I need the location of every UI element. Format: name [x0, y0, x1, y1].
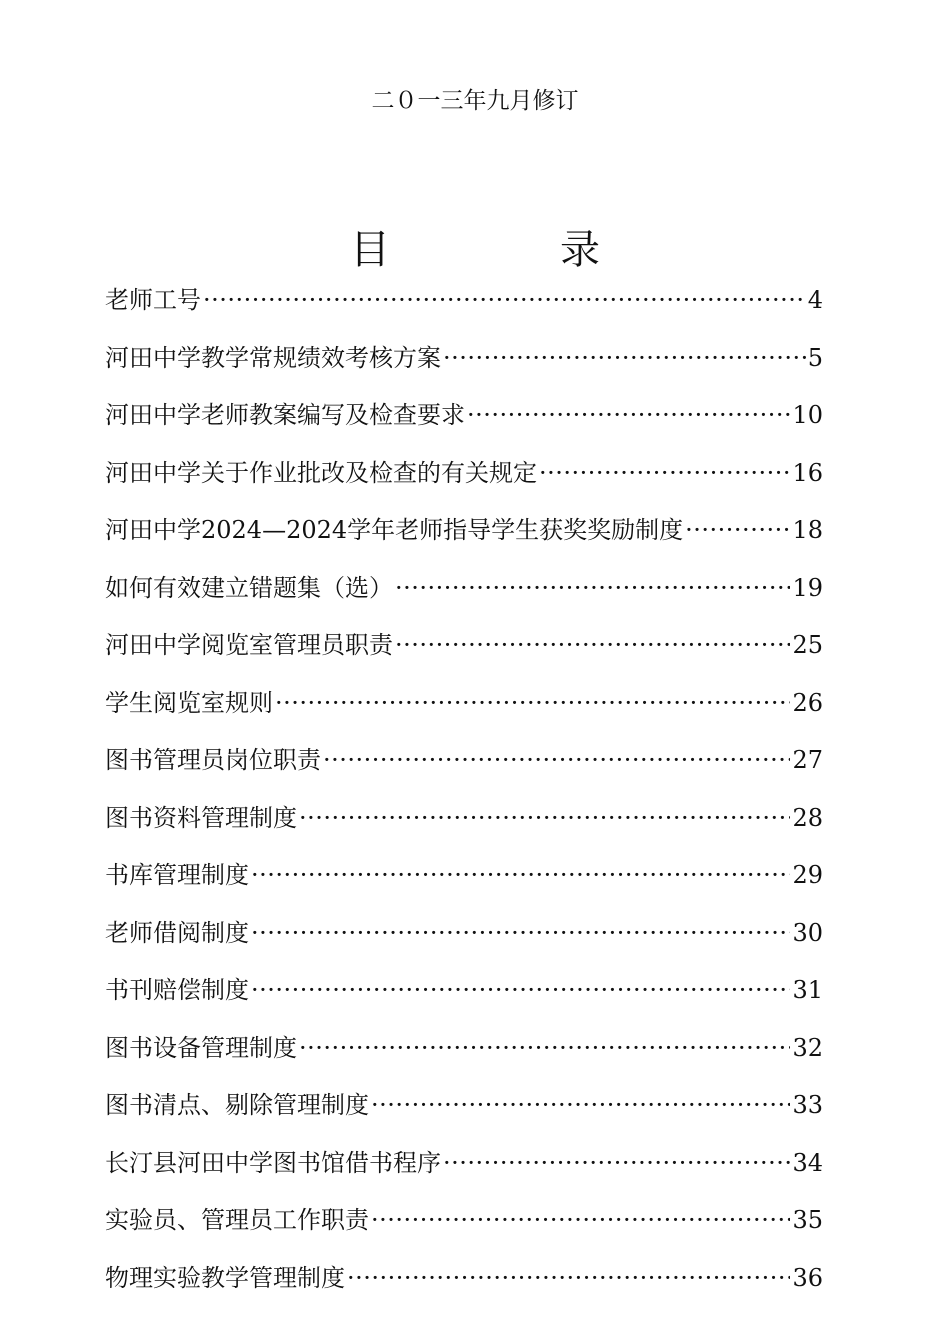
toc-entry[interactable] [105, 568, 823, 626]
toc-entry-page: 5 [807, 343, 823, 372]
toc-entry-label: 物理实验教学管理制度 [105, 1263, 345, 1292]
toc-entry-page: 33 [792, 1091, 823, 1119]
dot-leader [251, 970, 790, 1010]
dot-leader [323, 740, 790, 780]
toc-entry[interactable] [105, 280, 823, 338]
dot-leader [203, 280, 806, 320]
toc-entry[interactable] [105, 1143, 823, 1201]
toc-entry[interactable] [105, 1258, 823, 1316]
dot-leader [443, 1143, 790, 1183]
toc-entry-label: 河田中学老师教案编写及检查要求 [105, 401, 465, 429]
toc-entry-page: 32 [792, 1033, 823, 1062]
toc-entry-page: 30 [792, 918, 823, 947]
toc-entry-label: 老师工号 [105, 286, 201, 314]
toc-entry-label: 如何有效建立错题集（选） [105, 573, 393, 602]
toc-entry-page: 29 [792, 861, 823, 889]
dot-leader [251, 855, 790, 895]
dot-leader [443, 338, 806, 378]
dot-leader [299, 798, 790, 838]
toc-entry-label: 河田中学关于作业批改及检查的有关规定 [105, 458, 537, 487]
toc-entry-page: 19 [792, 573, 823, 602]
toc-entry[interactable] [105, 1085, 823, 1143]
toc-entry-page: 16 [792, 458, 823, 487]
toc-entry-label: 河田中学2024—2024学年老师指导学生获奖奖励制度 [105, 516, 684, 544]
toc-entry[interactable] [105, 1200, 823, 1258]
toc-entry-page: 27 [792, 746, 823, 774]
toc-entry-page: 31 [792, 976, 823, 1004]
toc-entry[interactable] [105, 338, 823, 396]
dot-leader [275, 683, 790, 723]
toc-entry-label: 图书管理员岗位职责 [105, 746, 321, 774]
toc-entry-page: 36 [792, 1263, 823, 1292]
revision-date: 二０一三年九月修订 [371, 88, 579, 114]
toc-entry-label: 老师借阅制度 [105, 918, 249, 947]
toc-entry-label: 长汀县河田中学图书馆借书程序 [105, 1148, 441, 1177]
toc-entry[interactable] [105, 798, 823, 856]
toc-entry[interactable] [105, 510, 823, 568]
dot-leader [539, 453, 790, 493]
toc-entry[interactable] [105, 913, 823, 971]
toc-entry-page: 4 [807, 286, 823, 314]
toc-entry-label: 书库管理制度 [105, 861, 249, 889]
toc-entry[interactable] [105, 395, 823, 453]
dot-leader [371, 1085, 790, 1125]
toc-heading-char: 录 [560, 227, 600, 273]
dot-leader [467, 395, 790, 435]
toc-entry-page: 18 [792, 516, 823, 544]
toc-heading [0, 218, 950, 275]
toc-heading-char: 目 [350, 227, 390, 273]
toc-entry-page: 26 [792, 688, 823, 717]
toc-entry-page: 35 [792, 1206, 823, 1234]
toc-entry-label: 河田中学教学常规绩效考核方案 [105, 343, 441, 372]
dot-leader [395, 625, 790, 665]
dot-leader [299, 1028, 790, 1068]
toc-entry[interactable] [105, 453, 823, 511]
dot-leader [395, 568, 790, 608]
toc-entry-page: 34 [792, 1148, 823, 1177]
toc-entry-label: 图书资料管理制度 [105, 803, 297, 832]
table-of-contents [105, 280, 823, 1315]
toc-entry[interactable] [105, 1028, 823, 1086]
dot-leader [685, 510, 790, 550]
toc-entry-label: 书刊赔偿制度 [105, 976, 249, 1004]
toc-entry[interactable] [105, 970, 823, 1028]
toc-entry[interactable] [105, 625, 823, 683]
toc-entry-label: 图书设备管理制度 [105, 1033, 297, 1062]
toc-entry[interactable] [105, 855, 823, 913]
toc-entry-label: 学生阅览室规则 [105, 688, 273, 717]
toc-entry-label: 图书清点、剔除管理制度 [105, 1091, 369, 1119]
toc-entry-page: 25 [792, 631, 823, 659]
toc-entry-page: 28 [792, 803, 823, 832]
toc-entry[interactable] [105, 683, 823, 741]
toc-entry-label: 河田中学阅览室管理员职责 [105, 631, 393, 659]
toc-entry-page: 10 [792, 401, 823, 429]
toc-entry[interactable] [105, 740, 823, 798]
dot-leader [251, 913, 790, 953]
toc-entry-label: 实验员、管理员工作职责 [105, 1206, 369, 1234]
dot-leader [347, 1258, 790, 1298]
dot-leader [371, 1200, 790, 1240]
